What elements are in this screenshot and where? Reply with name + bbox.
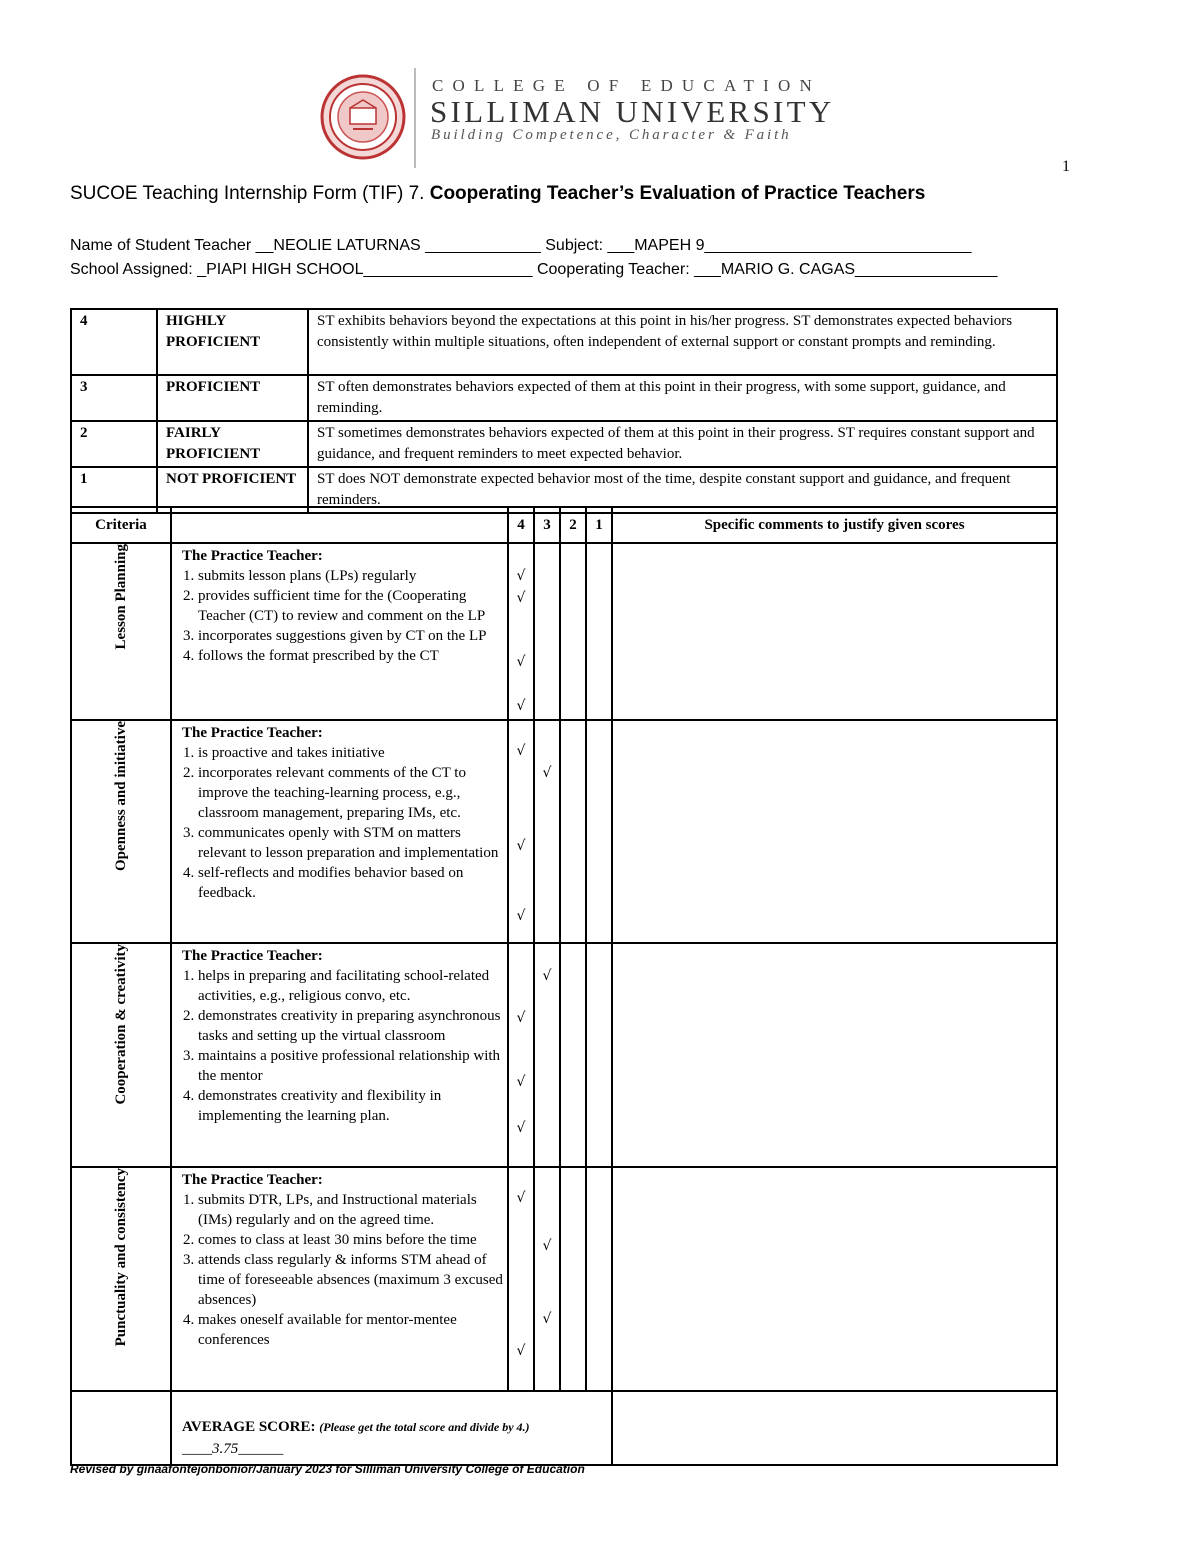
criterion-item: 2. comes to class at least 30 mins before the time [198, 1230, 503, 1250]
score-1-cell[interactable] [586, 943, 612, 1167]
check-mark: √ [542, 1311, 552, 1327]
criterion-row-cooperation [71, 943, 1057, 1167]
criterion-name-cell [71, 943, 171, 1167]
criterion-item: 1. helps in preparing and facilitating school-related activities, e.g., religious convo, etc. [198, 966, 503, 1006]
score-4-cell[interactable] [508, 943, 534, 1167]
university-seal-icon [320, 74, 406, 160]
check-mark: √ [542, 1238, 552, 1254]
criterion-items-cell [171, 1167, 508, 1391]
score-1-cell[interactable] [586, 543, 612, 720]
legend-level: FAIRLY PROFICIENT [157, 421, 308, 467]
legend-number: 1 [71, 467, 157, 513]
school-info-line [70, 261, 997, 279]
legend-row [71, 375, 1057, 421]
check-mark: √ [516, 568, 526, 584]
criterion-row-lesson-planning [71, 543, 1057, 720]
score-2-cell[interactable] [560, 1167, 586, 1391]
page-number: 1 [1062, 158, 1070, 175]
score-1-header: 1 [586, 507, 612, 543]
score-4-cell[interactable] [508, 1167, 534, 1391]
score-2-cell[interactable] [560, 720, 586, 943]
subject-label: Subject: ___ [540, 237, 635, 254]
criteria-header-row [71, 507, 1057, 543]
criterion-row-punctuality [71, 1167, 1057, 1391]
criterion-item: 4. makes oneself available for mentor-mentee conferences [198, 1310, 503, 1350]
form-title-bold: Cooperating Teacher’s Evaluation of Practice Teachers [429, 183, 926, 204]
average-empty-cell [71, 1391, 171, 1465]
criterion-item: 4. follows the format prescribed by the CT [198, 646, 503, 666]
university-tagline: Building Competence, Character & Faith [431, 127, 792, 143]
score-3-cell[interactable] [534, 720, 560, 943]
rating-legend-table [70, 308, 1058, 514]
criterion-item: 1. is proactive and takes initiative [198, 743, 503, 763]
legend-description: ST does NOT demonstrate expected behavior most of the time, despite constant support and guidance, and frequent reminders. [308, 467, 1057, 513]
average-score-label: AVERAGE SCORE: [182, 1419, 316, 1435]
form-title [70, 183, 925, 205]
criterion-item: 2. provides sufficient time for the (Cooperating Teacher (CT) to review and comment on the LP [198, 586, 503, 626]
score-2-header: 2 [560, 507, 586, 543]
criteria-table [70, 506, 1058, 1466]
legend-number: 2 [71, 421, 157, 467]
legend-level: NOT PROFICIENT [157, 467, 308, 513]
criterion-name-cell [71, 1167, 171, 1391]
criterion-item: 1. submits DTR, LPs, and Instructional materials (IMs) regularly and on the agreed time. [198, 1190, 503, 1230]
check-mark: √ [516, 1343, 526, 1359]
legend-row [71, 421, 1057, 467]
criterion-item: 4. demonstrates creativity and flexibility in implementing the learning plan. [198, 1086, 503, 1126]
score-3-cell[interactable] [534, 1167, 560, 1391]
student-label: Name of Student Teacher __ [70, 237, 274, 254]
average-score-row [71, 1391, 1057, 1465]
legend-description: ST often demonstrates behaviors expected of them at this point in their progress, with some support, guidance, and reminding. [308, 375, 1057, 421]
legend-description: ST exhibits behaviors beyond the expectations at this point in his/her progress. ST demonstrates expected behaviors consistently within multiple situations, often independent of external support or constant prompts and reminding. [308, 309, 1057, 375]
score-1-cell[interactable] [586, 1167, 612, 1391]
score-3-cell[interactable] [534, 943, 560, 1167]
legend-number: 3 [71, 375, 157, 421]
form-title-prefix: SUCOE Teaching Internship Form (TIF) 7. [70, 183, 425, 204]
score-4-cell[interactable] [508, 543, 534, 720]
average-score-value[interactable]: ____3.75______ [182, 1441, 284, 1457]
check-mark: √ [516, 838, 526, 854]
criterion-item: 3. communicates openly with STM on matters relevant to lesson preparation and implementation [198, 823, 503, 863]
score-2-cell[interactable] [560, 543, 586, 720]
comments-cell[interactable] [612, 720, 1057, 943]
criterion-name: Punctuality and consistency [112, 1168, 129, 1347]
check-mark: √ [516, 698, 526, 714]
criterion-items-cell [171, 720, 508, 943]
items-heading: The Practice Teacher: [182, 548, 323, 564]
score-3-cell[interactable] [534, 543, 560, 720]
university-name: SILLIMAN UNIVERSITY [430, 94, 835, 129]
score-2-cell[interactable] [560, 943, 586, 1167]
criterion-item: 2. incorporates relevant comments of the CT to improve the teaching-learning process, e.g., classroom management, preparing IMs, etc. [198, 763, 503, 823]
subject-value: MAPEH 9______________________________ [634, 237, 972, 254]
average-comments-cell[interactable] [612, 1391, 1057, 1465]
legend-level: HIGHLY PROFICIENT [157, 309, 308, 375]
check-mark: √ [516, 1190, 526, 1206]
college-name: COLLEGE OF EDUCATION [432, 76, 821, 95]
criterion-name-cell [71, 720, 171, 943]
criterion-name: Lesson Planning [112, 544, 129, 650]
check-mark: √ [516, 1120, 526, 1136]
check-mark: √ [516, 590, 526, 606]
comments-cell[interactable] [612, 943, 1057, 1167]
average-score-cell [171, 1391, 612, 1465]
score-3-header: 3 [534, 507, 560, 543]
comments-cell[interactable] [612, 543, 1057, 720]
school-value: PIAPI HIGH SCHOOL___________________ [206, 261, 533, 278]
criterion-name-cell [71, 543, 171, 720]
school-label: School Assigned: _ [70, 261, 207, 278]
legend-description: ST sometimes demonstrates behaviors expected of them at this point in their progress. ST requires constant support and guidance, and frequent reminders to meet expected behavior. [308, 421, 1057, 467]
criterion-item: 3. attends class regularly & informs STM ahead of time of foreseeable absences (maximum 3 excused absences) [198, 1250, 503, 1310]
items-header [171, 507, 508, 543]
criterion-items-cell [171, 543, 508, 720]
criterion-item: 3. incorporates suggestions given by CT on the LP [198, 626, 503, 646]
criterion-row-openness [71, 720, 1057, 943]
check-mark: √ [516, 654, 526, 670]
items-heading: The Practice Teacher: [182, 725, 323, 741]
check-mark: √ [542, 968, 552, 984]
legend-number: 4 [71, 309, 157, 375]
criterion-item: 1. submits lesson plans (LPs) regularly [198, 566, 503, 586]
check-mark: √ [516, 908, 526, 924]
criterion-name: Openness and initiative [112, 721, 129, 872]
legend-level: PROFICIENT [157, 375, 308, 421]
student-name: NEOLIE LATURNAS _____________ [273, 237, 541, 254]
score-4-header: 4 [508, 507, 534, 543]
check-mark: √ [542, 765, 552, 781]
score-1-cell[interactable] [586, 720, 612, 943]
criterion-name: Cooperation & creativity [112, 944, 129, 1105]
header-divider [414, 68, 416, 168]
items-heading: The Practice Teacher: [182, 948, 323, 964]
criterion-item: 3. maintains a positive professional relationship with the mentor [198, 1046, 503, 1086]
average-score-note: (Please get the total score and divide by 4.) [319, 1420, 530, 1434]
legend-row [71, 309, 1057, 375]
criterion-item: 2. demonstrates creativity in preparing asynchronous tasks and setting up the virtual classroom [198, 1006, 503, 1046]
criteria-header: Criteria [71, 507, 171, 543]
criterion-item: 4. self-reflects and modifies behavior based on feedback. [198, 863, 503, 903]
cooperating-teacher-value: MARIO G. CAGAS________________ [720, 261, 998, 278]
score-4-cell[interactable] [508, 720, 534, 943]
criterion-items-cell [171, 943, 508, 1167]
items-heading: The Practice Teacher: [182, 1172, 323, 1188]
student-info-line [70, 237, 971, 255]
revision-footer: Revised by ginaafontejonbonior/January 2023 for Silliman University College of Education [70, 1462, 585, 1476]
comments-header: Specific comments to justify given scores [612, 507, 1057, 543]
check-mark: √ [516, 743, 526, 759]
check-mark: √ [516, 1074, 526, 1090]
comments-cell[interactable] [612, 1167, 1057, 1391]
check-mark: √ [516, 1010, 526, 1026]
cooperating-teacher-label: Cooperating Teacher: ___ [532, 261, 721, 278]
